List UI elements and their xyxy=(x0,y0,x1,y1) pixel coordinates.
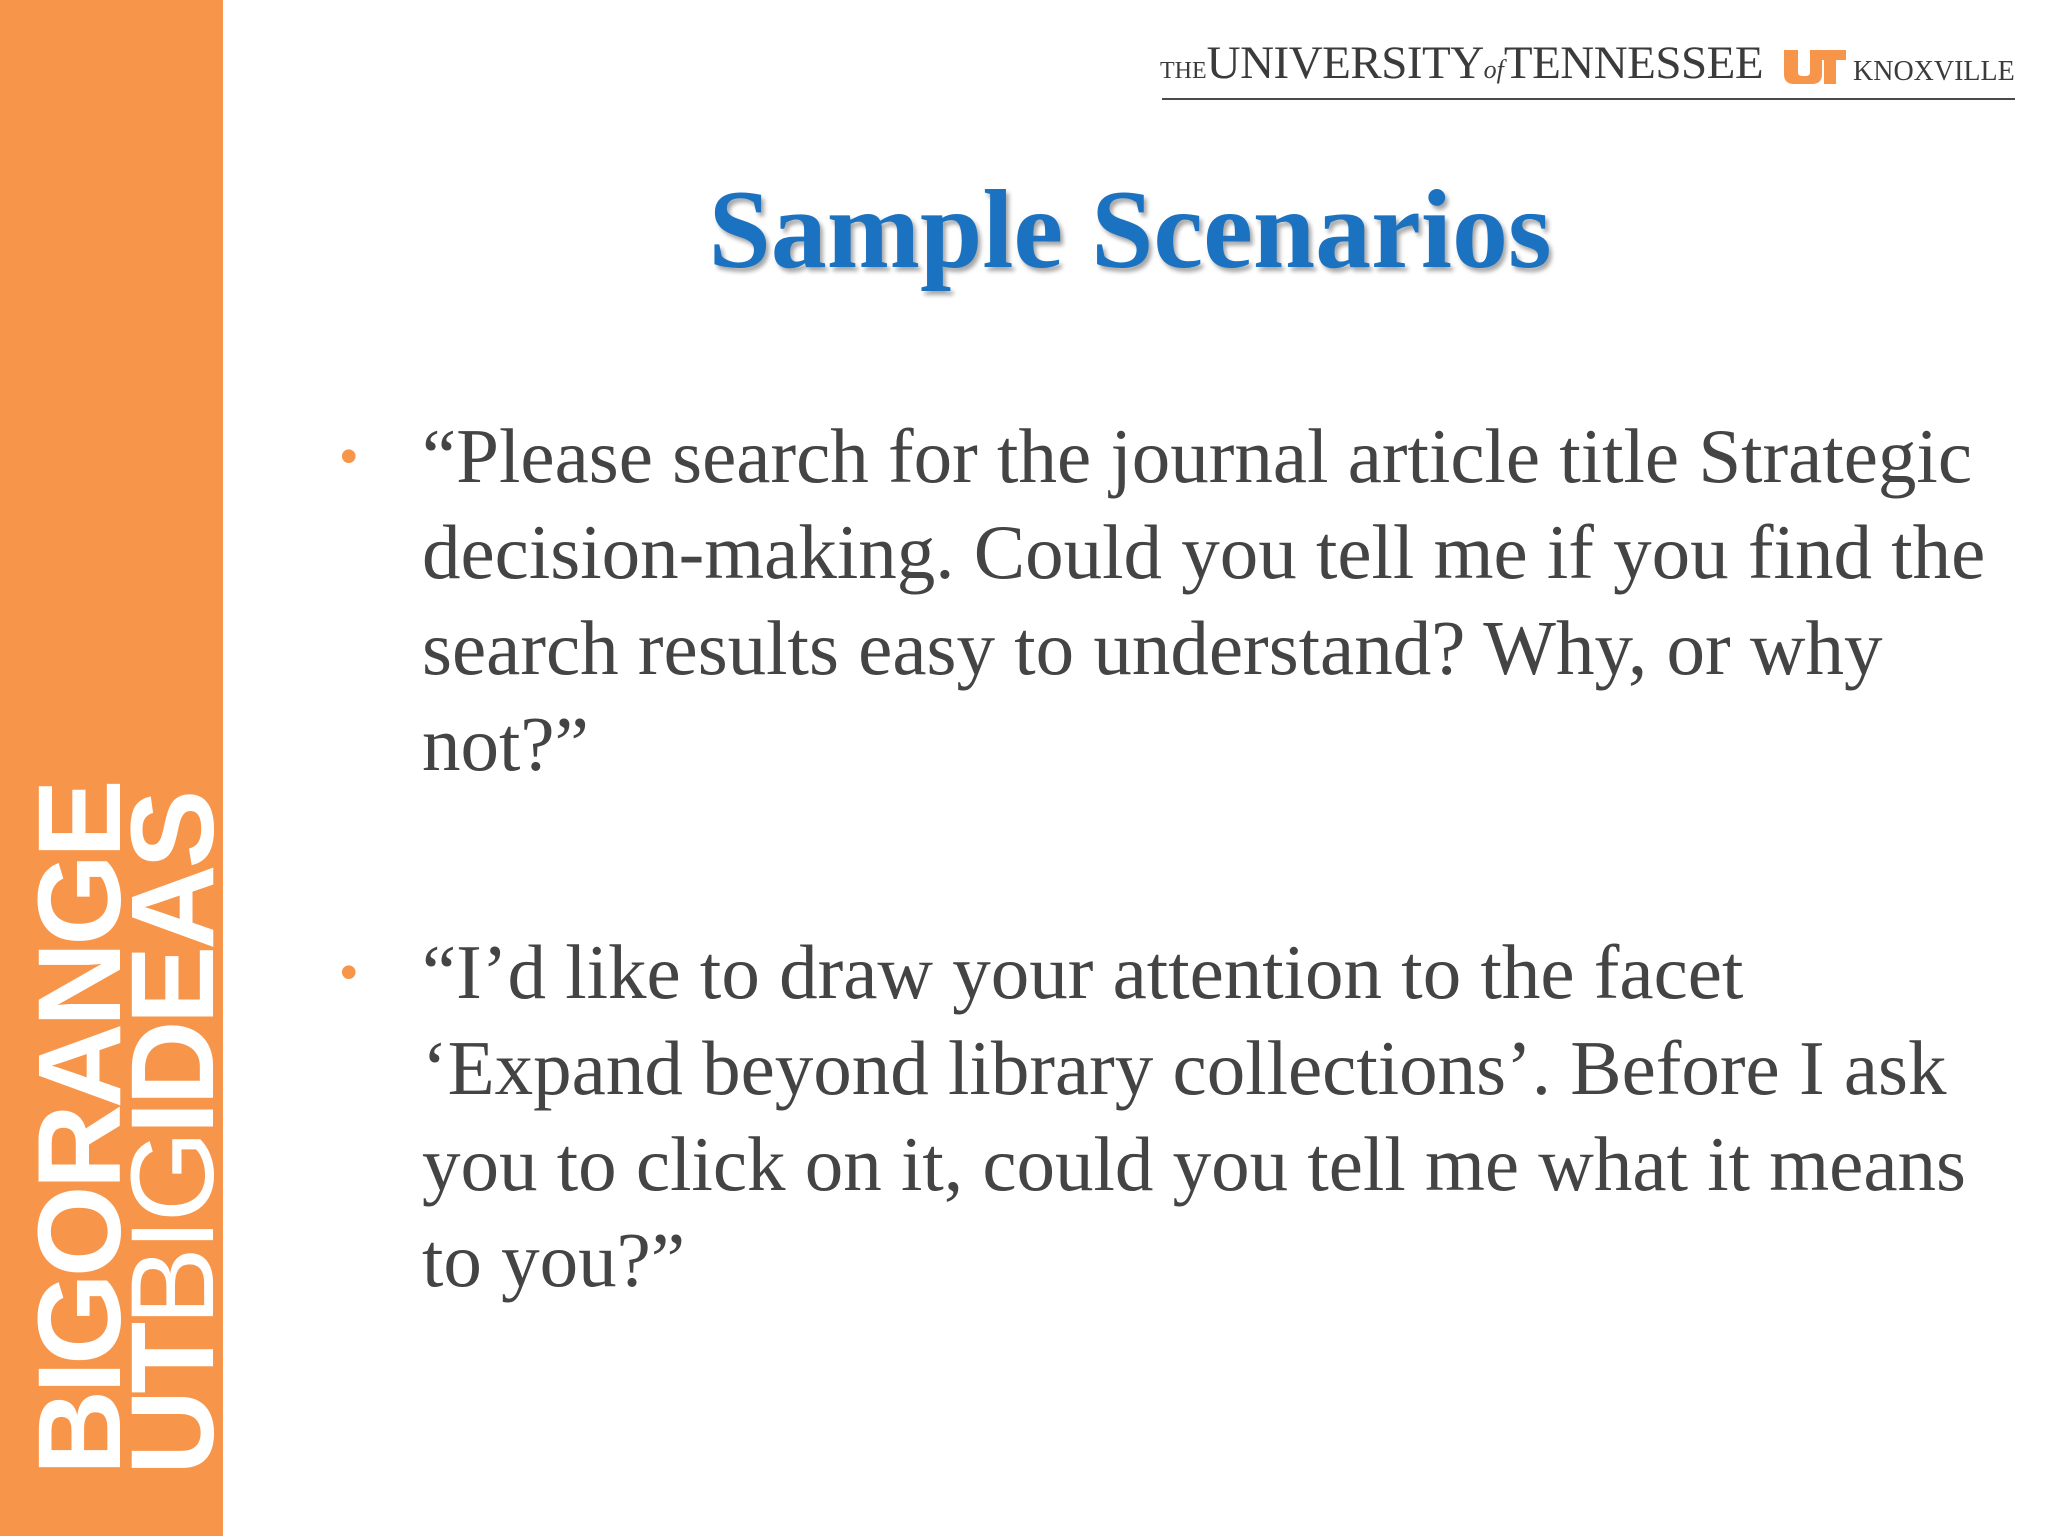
sidebar-line1-big: BIG xyxy=(14,1277,146,1475)
big-orange-big-ideas-banner xyxy=(0,0,239,1536)
sidebar-line2-big: BIG xyxy=(107,1134,239,1326)
sidebar-line1-orange: ORANGE xyxy=(14,783,146,1278)
logo-university: UNIVERSITY xyxy=(1206,37,1484,89)
logo-knoxville: KNOXVILLE xyxy=(1853,56,2015,87)
scenario-item-2 xyxy=(340,924,2020,1308)
slide-title: Sample Scenarios xyxy=(708,168,1552,292)
sidebar-line2-ideas: IDEAS xyxy=(107,793,239,1135)
bullet-dot-icon: • xyxy=(340,944,358,1000)
scenario-list xyxy=(340,408,2020,1308)
svg-text:UTBIGIDEAS xyxy=(107,794,239,1475)
logo-of: of xyxy=(1483,55,1504,84)
logo-tennessee: TENNESSEE xyxy=(1503,37,1764,89)
scenario-text-1: “Please search for the journal article title Strategic decision-making. Could you tell me if you find the search results easy to understand? Why, or why not?” xyxy=(422,413,1986,787)
logo-the: THE xyxy=(1160,58,1207,84)
sidebar-ut-mark: UT xyxy=(107,1325,239,1475)
logo-wordmark xyxy=(1160,36,1763,90)
university-of-tennessee-logo xyxy=(1160,37,2015,102)
scenario-item-1 xyxy=(340,408,2020,792)
scenario-text-2: “I’d like to draw your attention to the facet ‘Expand beyond library collections’. Before I ask you to click on it, could you tell me what it means to you?” xyxy=(422,929,1966,1303)
bullet-dot-icon: • xyxy=(340,428,358,484)
banner-artwork xyxy=(0,0,239,1536)
ut-logo-icon xyxy=(1782,48,1848,86)
logo-underline xyxy=(1162,98,2015,100)
